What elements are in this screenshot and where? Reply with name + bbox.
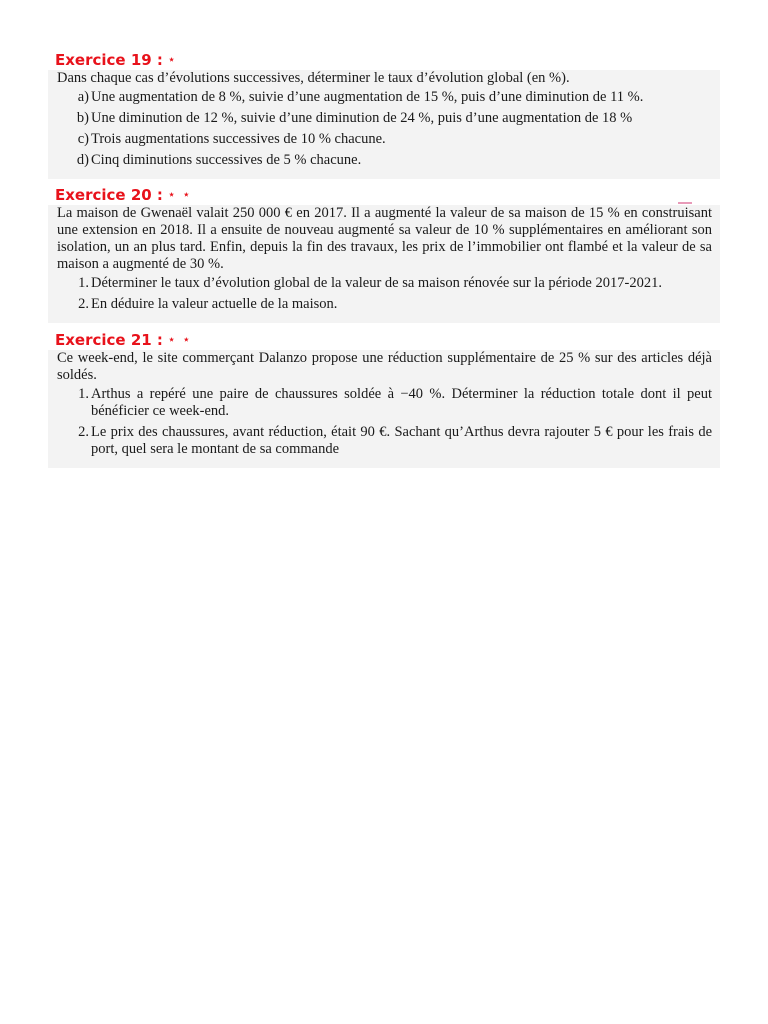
question-list <box>57 275 712 313</box>
question-marker: 2. <box>78 424 89 440</box>
question-text: Déterminer le taux d’évolution global de la valeur de sa maison rénovée sur la période 2017-2021. <box>91 275 662 291</box>
exercise-21 <box>48 330 720 468</box>
annotation-mark <box>678 202 692 204</box>
exercise-title-text: Exercice 20 : <box>55 186 163 204</box>
question-item <box>57 89 712 106</box>
question-text: Le prix des chaussures, avant réduction, était 90 €. Sachant qu’Arthus devra rajouter 5 € pour les frais de port, quel sera le montant de sa commande <box>91 424 712 457</box>
question-text: Trois augmentations successives de 10 % chacune. <box>91 131 386 147</box>
difficulty-stars: ⋆ <box>168 53 178 66</box>
exercise-20 <box>48 185 720 323</box>
question-marker: d) <box>76 152 89 168</box>
exercise-title <box>48 185 720 205</box>
exercise-body <box>48 350 720 468</box>
question-item <box>57 386 712 420</box>
exercise-body <box>48 70 720 179</box>
question-text: En déduire la valeur actuelle de la maison. <box>91 296 338 312</box>
exercise-title <box>48 50 720 70</box>
question-text: Cinq diminutions successives de 5 % chacune. <box>91 152 362 168</box>
question-marker: 1. <box>78 386 89 402</box>
question-list <box>57 386 712 458</box>
question-item <box>57 110 712 127</box>
question-text: Arthus a repéré une paire de chaussures soldée à −40 %. Déterminer la réduction totale dont il peut bénéficier ce week-end. <box>91 386 712 419</box>
question-item <box>57 131 712 148</box>
question-marker: b) <box>76 110 89 126</box>
question-marker: 2. <box>78 296 89 312</box>
exercise-title-text: Exercice 19 : <box>55 51 163 69</box>
exercise-statement: Ce week-end, le site commerçant Dalanzo propose une réduction supplémentaire de 25 % sur des articles déjà soldés. <box>57 350 712 383</box>
question-item <box>57 424 712 458</box>
question-marker: 1. <box>78 275 89 291</box>
exercise-statement: Dans chaque cas d’évolutions successives, déterminer le taux d’évolution global (en %). <box>57 70 570 86</box>
question-text: Une augmentation de 8 %, suivie d’une augmentation de 15 %, puis d’une diminution de 11 %. <box>91 89 644 105</box>
question-list <box>57 89 712 169</box>
question-marker: c) <box>77 131 89 147</box>
difficulty-stars: ⋆ ⋆ <box>168 188 192 201</box>
exercise-title <box>48 330 720 350</box>
exercise-statement: La maison de Gwenaël valait 250 000 € en 2017. Il a augmenté la valeur de sa maison de 15 % en construisant une extension en 2018. Il a ensuite de nouveau augmenté sa valeur de 10 % supplémentaires en améliorant son isolation, un an plus tard. Enfin, depuis la fin des travaux, les prix de l’immobilier ont flambé et la valeur de sa maison a augmenté de 30 %. <box>57 205 712 272</box>
question-item <box>57 152 712 169</box>
question-text: Une diminution de 12 %, suivie d’une diminution de 24 %, puis d’une augmentation de 18 % <box>91 110 633 126</box>
difficulty-stars: ⋆ ⋆ <box>168 333 192 346</box>
exercise-title-text: Exercice 21 : <box>55 331 163 349</box>
question-item <box>57 275 712 292</box>
exercise-body <box>48 205 720 323</box>
question-item <box>57 296 712 313</box>
question-marker: a) <box>77 89 89 105</box>
exercise-19 <box>48 50 720 179</box>
